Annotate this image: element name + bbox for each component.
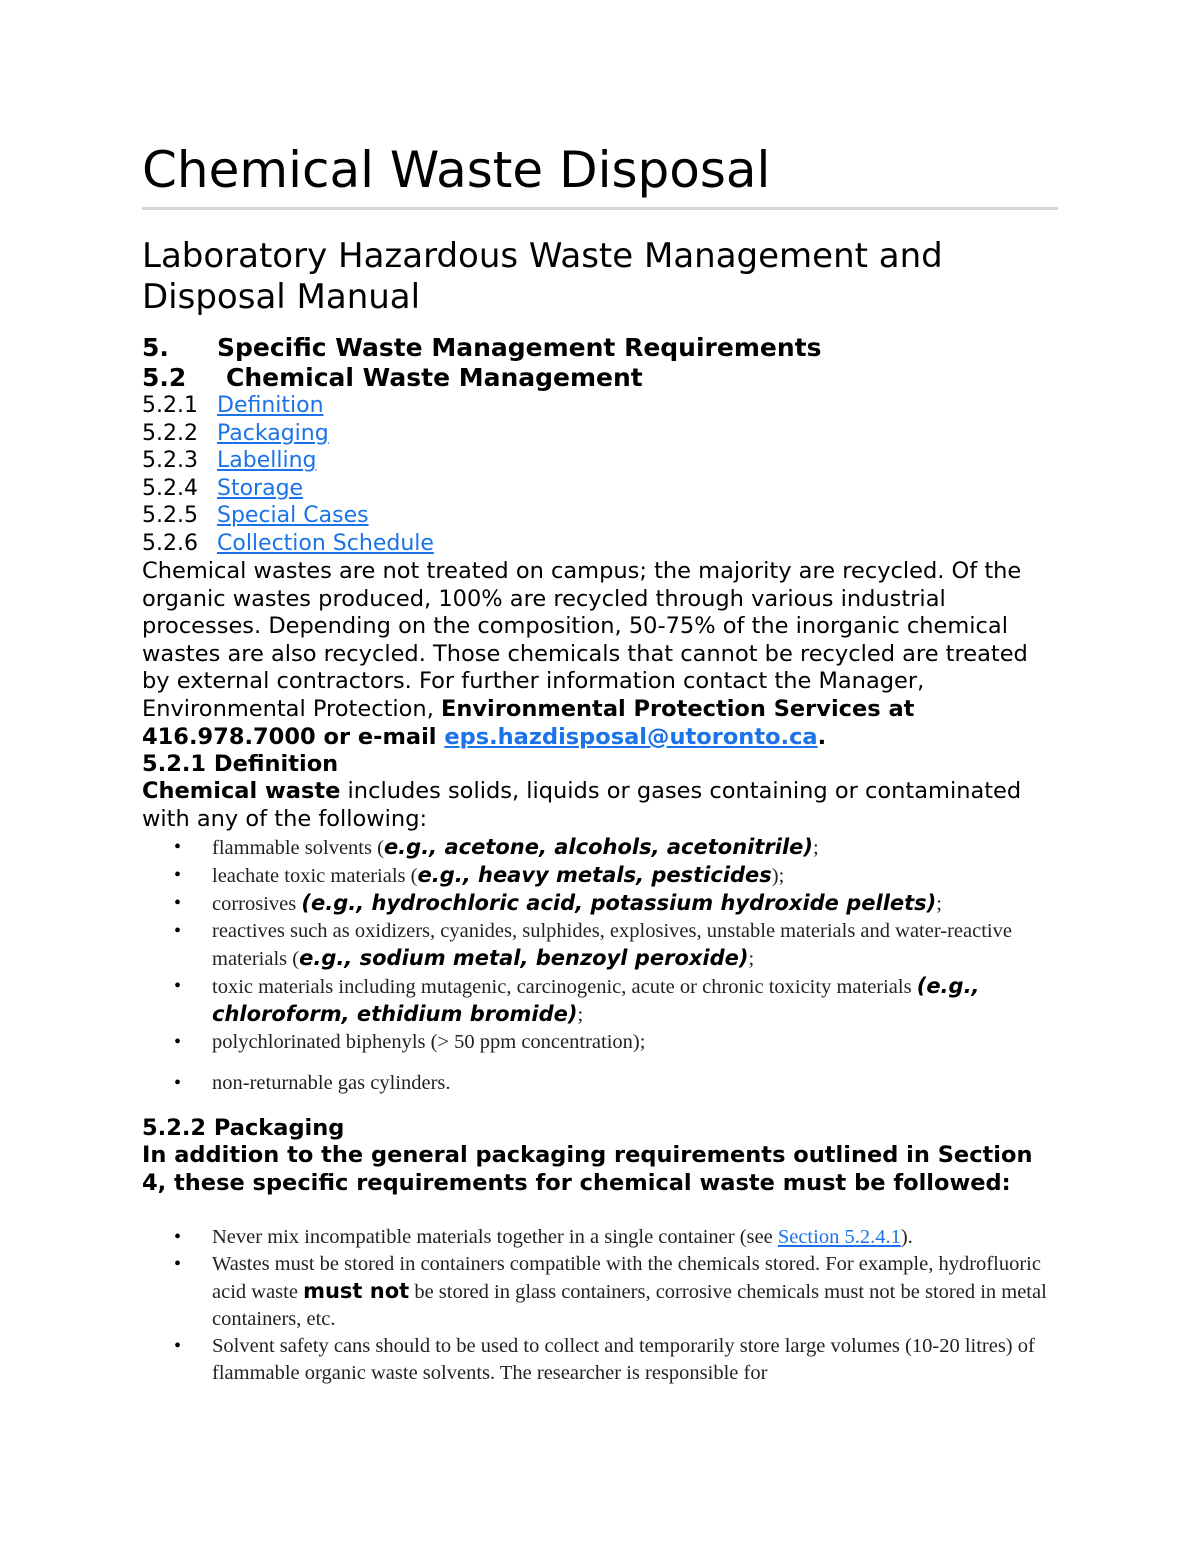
chemical-waste-list	[142, 834, 1062, 1056]
list-item	[142, 1224, 1062, 1251]
item-end: be stored in glass containers, corrosive chemicals must not be stored in metal containers, etc.	[212, 1281, 1047, 1330]
bullet-icon: •	[174, 1335, 182, 1357]
section-5-2-heading	[142, 363, 643, 393]
list-item	[142, 834, 1062, 862]
toc-number: 5.2.2	[142, 420, 198, 446]
intro-text: Chemical wastes are not treated on campus; the majority are recycled. Of the organic wastes produced, 100% are recycled through various industrial processes. Depending on the composition, 50-75% of the inorganic chemical wastes are also recycled. Those chemicals that cannot be recycled are treated by external contractors. For further information contact the Manager, Environmental Protection,	[142, 558, 1028, 722]
bullet-icon: •	[174, 920, 182, 942]
toc-link-labelling[interactable]: Labelling	[217, 448, 317, 474]
packaging-list	[142, 1224, 1062, 1387]
item-text: Solvent safety cans should to be used to collect and temporarily store large volumes (10-20 litres) of flammable organic waste solvents. The researcher is responsible for	[212, 1335, 1035, 1384]
bullet-icon: •	[174, 836, 182, 858]
item-end: ).	[900, 1226, 913, 1248]
list-item	[142, 1251, 1062, 1333]
item-end: ;	[748, 948, 755, 970]
table-of-contents	[142, 392, 434, 558]
item-end: );	[771, 865, 785, 887]
section-5-2-label: Chemical Waste Management	[226, 363, 643, 392]
toc-item	[142, 447, 434, 475]
toc-item	[142, 530, 434, 558]
bullet-icon: •	[174, 1226, 182, 1248]
item-text: polychlorinated biphenyls (> 50 ppm concentration);	[212, 1031, 646, 1053]
section-5-heading	[142, 333, 821, 363]
item-example: (e.g., chloroform, ethidium bromide)	[212, 974, 980, 1026]
section-5-2-4-1-link[interactable]: Section 5.2.4.1	[777, 1226, 901, 1248]
item-text: flammable solvents (	[212, 837, 384, 859]
toc-item	[142, 475, 434, 503]
item-text: reactives such as oxidizers, cyanides, sulphides, explosives, unstable materials and water-reactive materials (	[212, 920, 1012, 970]
bullet-icon: •	[174, 1072, 182, 1094]
item-emphasis: must not	[303, 1279, 410, 1303]
intro-end: .	[817, 723, 827, 750]
definition-heading: 5.2.1 Definition	[142, 751, 339, 777]
bullet-icon: •	[174, 1253, 182, 1275]
chemical-waste-list-last	[142, 1070, 1062, 1097]
definition-term: Chemical waste	[142, 778, 341, 804]
item-end: ;	[936, 893, 942, 915]
item-text: corrosives	[212, 893, 302, 915]
definition-text: includes solids, liquids or gases containing or contaminated with any of the following:	[142, 778, 1022, 832]
packaging-intro: In addition to the general packaging requirements outlined in Section 4, these specific requirements for chemical waste must be followed:	[142, 1142, 1033, 1196]
definition-paragraph	[142, 778, 1042, 833]
section-5-label: Specific Waste Management Requirements	[217, 333, 822, 362]
intro-paragraph	[142, 558, 1062, 751]
toc-number: 5.2.5	[142, 503, 198, 529]
toc-item	[142, 392, 434, 420]
title-divider	[142, 207, 1058, 210]
item-example: e.g., acetone, alcohols, acetonitrile)	[383, 835, 813, 859]
list-item	[142, 1333, 1062, 1387]
toc-item	[142, 420, 434, 448]
toc-link-definition[interactable]: Definition	[217, 393, 324, 418]
packaging-heading: 5.2.2 Packaging	[142, 1115, 345, 1141]
toc-number: 5.2.3	[142, 448, 198, 474]
bullet-icon: •	[174, 975, 182, 997]
item-example: (e.g., hydrochloric acid, potassium hydroxide pellets)	[301, 891, 937, 915]
item-text: toxic materials including mutagenic, carcinogenic, acute or chronic toxicity materials	[212, 976, 917, 998]
section-5-number: 5.	[142, 333, 169, 362]
page-title: Chemical Waste Disposal	[142, 141, 771, 199]
bullet-icon: •	[174, 892, 182, 914]
toc-number: 5.2.6	[142, 530, 198, 556]
toc-link-special-cases[interactable]: Special Cases	[217, 503, 369, 529]
list-item	[142, 1070, 1062, 1097]
toc-number: 5.2.1	[142, 393, 198, 418]
item-text: Never mix incompatible materials together in a single container (see	[212, 1226, 778, 1248]
item-example: e.g., heavy metals, pesticides	[417, 863, 772, 887]
toc-item	[142, 502, 434, 530]
toc-number: 5.2.4	[142, 475, 198, 501]
list-item	[142, 862, 1062, 890]
manual-subtitle: Laboratory Hazardous Waste Management and Disposal Manual	[142, 236, 943, 317]
section-5-2-number: 5.2	[142, 363, 187, 392]
item-text: non-returnable gas cylinders.	[212, 1072, 451, 1094]
toc-link-collection-schedule[interactable]: Collection Schedule	[217, 530, 434, 556]
email-link[interactable]: eps.hazdisposal@utoronto.ca	[444, 723, 818, 750]
bullet-icon: •	[174, 864, 182, 886]
toc-link-storage[interactable]: Storage	[217, 475, 304, 501]
contact-info: Environmental Protection Services at 416.978.7000 or e-mail	[142, 695, 915, 750]
item-example: e.g., sodium metal, benzoyl peroxide)	[299, 946, 749, 970]
toc-link-packaging[interactable]: Packaging	[217, 420, 329, 446]
list-item	[142, 918, 1062, 973]
list-item	[142, 890, 1062, 918]
item-end: ;	[812, 837, 819, 859]
item-text: leachate toxic materials (	[212, 865, 418, 887]
list-item	[142, 973, 1062, 1029]
item-text: Wastes must be stored in containers compatible with the chemicals stored. For example, hydrofluoric acid waste	[212, 1253, 1041, 1303]
bullet-icon: •	[174, 1031, 182, 1053]
list-item	[142, 1029, 1062, 1056]
item-end: ;	[577, 1004, 584, 1026]
